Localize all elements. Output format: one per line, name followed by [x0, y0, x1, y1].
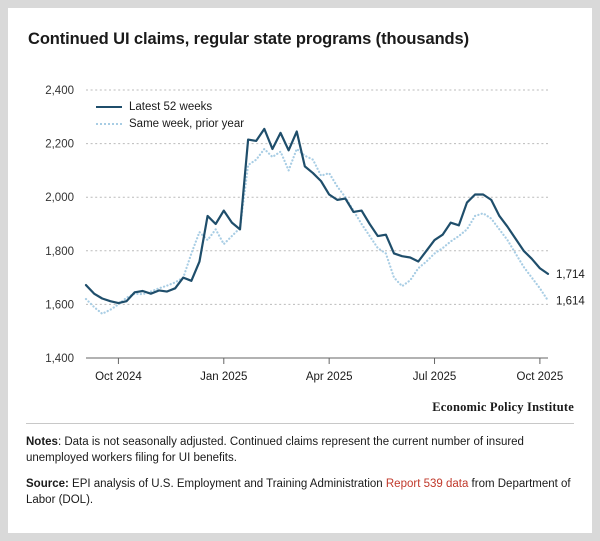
legend-swatch-solid-icon: [96, 106, 122, 108]
source-block: [26, 476, 578, 509]
data-series: [86, 129, 548, 314]
notes-block: [26, 434, 578, 467]
divider: [26, 423, 574, 424]
svg-text:Oct 2024: Oct 2024: [95, 371, 142, 383]
svg-text:Apr 2025: Apr 2025: [305, 371, 353, 383]
svg-text:2,200: 2,200: [45, 138, 74, 151]
legend-item-latest: [96, 98, 244, 115]
attribution: Economic Policy Institute: [432, 400, 574, 414]
svg-text:1,400: 1,400: [45, 353, 74, 365]
svg-text:2,000: 2,000: [45, 192, 74, 205]
source-link[interactable]: Report 539 data: [385, 478, 469, 490]
svg-text:Jul 2025: Jul 2025: [412, 371, 457, 383]
source-text-after: from Department of Labor (DOL).: [26, 478, 571, 507]
svg-text:1,714: 1,714: [556, 268, 585, 281]
svg-text:2,400: 2,400: [45, 85, 74, 97]
svg-text:Oct 2025: Oct 2025: [516, 371, 564, 383]
legend-swatch-dotted-icon: [96, 123, 122, 125]
chart-card: [8, 8, 592, 533]
x-axis-ticks: [95, 358, 563, 383]
legend-label: Latest 52 weeks: [129, 100, 213, 113]
source-label: Source:: [26, 478, 69, 490]
chart-legend: [96, 98, 244, 132]
legend-label: Same week, prior year: [129, 117, 245, 130]
svg-text:1,614: 1,614: [556, 295, 585, 308]
page-title: Continued UI claims, regular state programs (thousands): [28, 30, 469, 48]
source-text-before: EPI analysis of U.S. Employment and Training Administration: [68, 478, 386, 490]
point-annotations: [556, 269, 585, 308]
y-axis-ticks: [45, 85, 74, 365]
notes-label: Notes: [26, 436, 58, 448]
notes-text: : Data is not seasonally adjusted. Continued claims represent the current number of insured unemployed workers filing for UI benefits.: [26, 436, 524, 465]
svg-text:1,800: 1,800: [45, 245, 74, 258]
chart-plot-area: [8, 66, 592, 396]
svg-text:1,600: 1,600: [45, 299, 74, 312]
svg-text:Jan 2025: Jan 2025: [200, 371, 248, 383]
legend-item-prior-year: [96, 115, 244, 132]
